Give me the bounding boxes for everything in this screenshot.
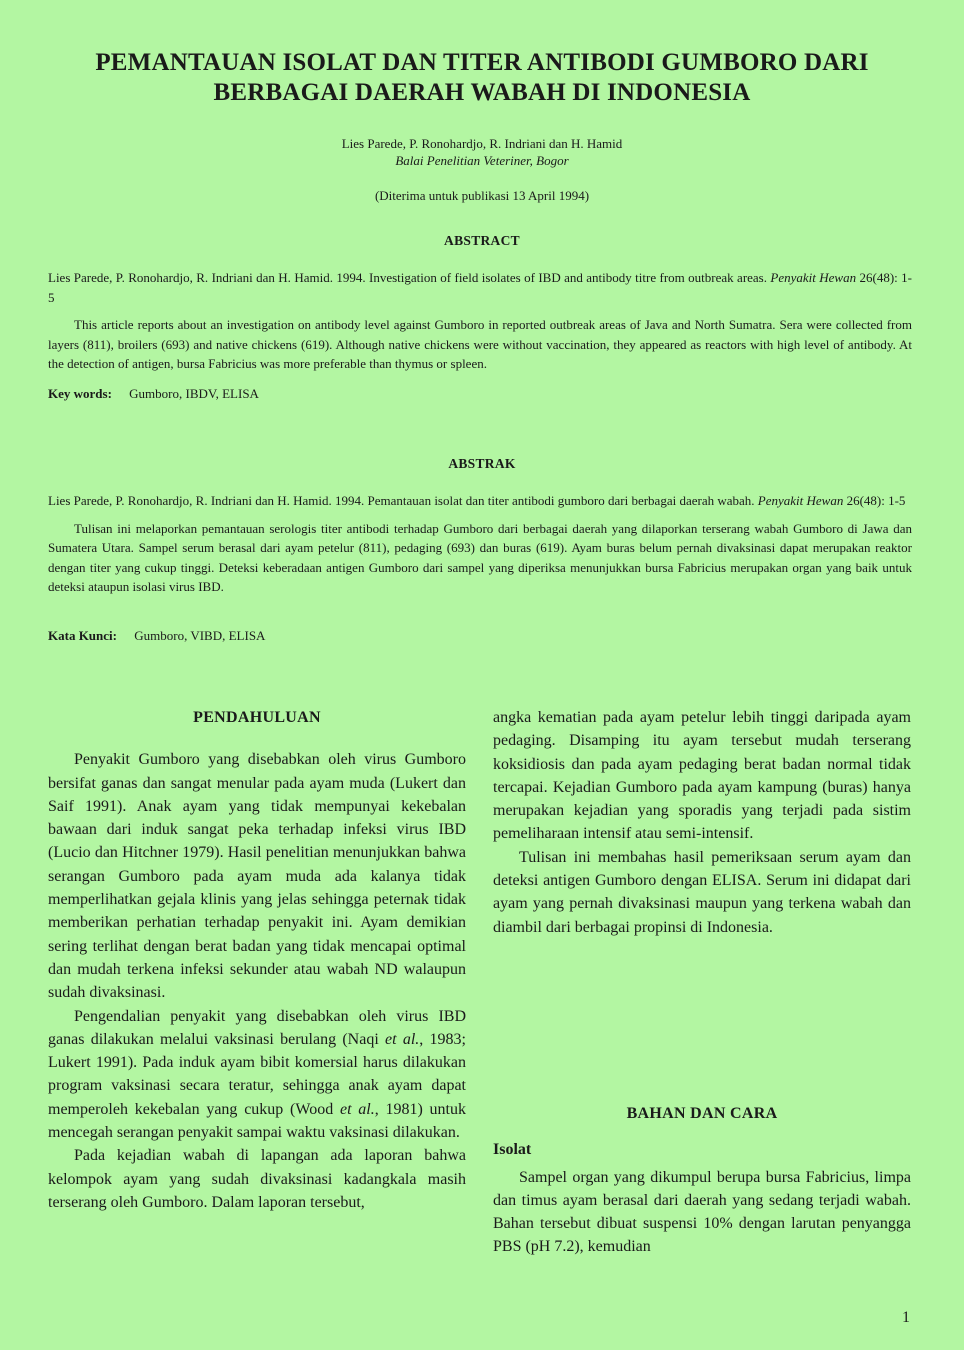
abstract-id-volume: 26(48): 1-5	[846, 493, 906, 508]
intro-paragraph-2	[48, 1005, 466, 1145]
intro-paragraph-5: Tulisan ini membahas hasil pemeriksaan serum ayam dan deteksi antigen Gumboro dengan ELISA. Serum ini didapat dari ayam yang pernah divaksinasi maupun yang terkena wabah dan diambil dari berbagai propinsi di Indonesia.	[493, 848, 911, 936]
abstrak-heading: ABSTRAK	[448, 456, 516, 471]
intro-p2-part-a: Pengendalian penyakit yang disebabkan oleh virus IBD ganas dilakukan melalui vaksinasi berulang (Naqi	[48, 1007, 466, 1048]
intro-p2-etal-1: et al.	[385, 1030, 420, 1048]
methods-subheading: Isolat	[493, 1141, 532, 1159]
author-affiliation: Balai Penelitian Veteriner, Bogor	[395, 153, 569, 168]
abstract-id	[48, 491, 912, 597]
abstract-en-body: This article reports about an investigation on antibody level against Gumboro in reported outbreak areas of Java and North Sumatra. Sera were collected from layers (811), broilers (693) and native chickens (619). Although native chickens were without vaccination, they appeared as reactors with high level of antibody. At the detection of antigen, bursa Fabricius was more preferable than thymus or spleen.	[48, 317, 912, 371]
abstract-id-citation	[48, 491, 912, 511]
keywords-id	[48, 628, 912, 644]
paper-title	[60, 48, 904, 108]
keywords-id-label: Kata Kunci:	[48, 628, 117, 643]
abstract-id-citation-text: Lies Parede, P. Ronohardjo, R. Indriani dan H. Hamid. 1994. Pemantauan isolat dan titer antibodi gumboro dari berbagai daerah wabah.	[48, 493, 755, 508]
methods-paragraph-1: Sampel organ yang dikumpul berupa bursa Fabricius, limpa dan timus ayam berasal dari daerah yang sedang terjadi wabah. Bahan tersebut dibuat suspensi 10% dengan larutan penyangga PBS (pH 7.2), kemudian	[493, 1168, 911, 1256]
intro-heading: PENDAHULUAN	[193, 709, 321, 726]
left-column	[48, 706, 466, 1214]
title-line-2: BERBAGAI DAERAH WABAH DI INDONESIA	[213, 79, 751, 106]
keywords-en-values: Gumboro, IBDV, ELISA	[129, 386, 259, 401]
received-date: (Diterima untuk publikasi 13 April 1994)	[374, 188, 590, 203]
intro-paragraph-1: Penyakit Gumboro yang disebabkan oleh virus Gumboro bersifat ganas dan sangat menular pada ayam muda (Lukert dan Saif 1991). Anak ayam yang tidak mempunyai kekebalan bawaan dari induk sangat peka terhadap infeksi virus IBD (Lucio dan Hitchner 1979). Hasil penelitian menunjukkan bahwa serangan Gumboro pada ayam muda ada kalanya tidak memperlihatkan gejala klinis yang jelas sehingga peternak tidak memberikan perhatian terhadap penyakit ini. Ayam demikian sering terlihat dengan berat badan yang tidak mencapai optimal dan mudah terkena infeksi sekunder atau wabah ND walaupun sudah divaksinasi.	[48, 751, 466, 1002]
page-number: 1	[902, 1309, 910, 1326]
intro-p2-part-b: , 1983; Lukert 1991). Pada induk ayam bibit komersial harus dilakukan program vaksinasi secara teratur, sehingga anak ayam dapat memperoleh kekebalan yang cukup (Wood	[48, 1030, 467, 1118]
author-names: Lies Parede, P. Ronohardjo, R. Indriani dan H. Hamid	[341, 136, 623, 151]
abstract-en-citation-text: Lies Parede, P. Ronohardjo, R. Indriani dan H. Hamid. 1994. Investigation of field isolates of IBD and antibody titre from outbreak areas.	[48, 270, 767, 285]
abstract-id-journal: Penyakit Hewan	[757, 493, 844, 508]
author-block	[0, 135, 964, 169]
intro-p2-part-c: , 1981) untuk mencegah serangan penyakit sampai waktu vaksinasi dilakukan.	[48, 1100, 467, 1142]
abstract-heading: ABSTRACT	[444, 233, 520, 248]
intro-p2-etal-2: et al.	[339, 1100, 375, 1118]
abstract-en	[48, 268, 912, 374]
keywords-id-values: Gumboro, VIBD, ELISA	[134, 628, 266, 643]
abstract-en-citation	[48, 268, 912, 307]
methods-heading: BAHAN DAN CARA	[626, 1105, 778, 1122]
methods-section	[493, 1102, 911, 1259]
right-column	[493, 706, 911, 939]
abstract-en-volume: 26(48): 1-5	[48, 270, 913, 305]
keywords-en-label: Key words:	[48, 386, 112, 401]
intro-paragraph-4: angka kematian pada ayam petelur lebih tinggi daripada ayam pedaging. Disamping itu ayam tersebut mudah terserang koksidiosis dan pada ayam pedaging berat badan normal tidak tercapai. Kejadian Gumboro pada ayam kampung (buras) hanya merupakan kejadian yang sporadis yang terjadi pada sistim pemeliharaan intensif atau semi-intensif.	[493, 709, 911, 843]
title-line-1: PEMANTAUAN ISOLAT DAN TITER ANTIBODI GUMBORO DARI	[95, 49, 869, 76]
keywords-en	[48, 386, 912, 402]
abstract-id-body: Tulisan ini melaporkan pemantauan serologis titer antibodi terhadap Gumboro dari berbagai daerah yang dilaporkan terserang wabah Gumboro di Jawa dan Sumatera Utara. Sampel serum berasal dari ayam petelur (811), pedaging (693) dan buras (619). Ayam buras belum pernah divaksinasi dapat merupakan reaktor dengan titer yang cukup tinggi. Deteksi keberadaan antigen Gumboro dari sampel yang diperiksa menunjukkan bursa Fabricius merupakan organ yang baik untuk deteksi ataupun isolasi virus IBD.	[48, 520, 912, 594]
intro-paragraph-3: Pada kejadian wabah di lapangan ada laporan bahwa kelompok ayam yang sudah divaksinasi kadangkala masih terserang oleh Gumboro. Dalam laporan tersebut,	[48, 1147, 466, 1211]
abstract-en-journal: Penyakit Hewan	[770, 270, 857, 285]
